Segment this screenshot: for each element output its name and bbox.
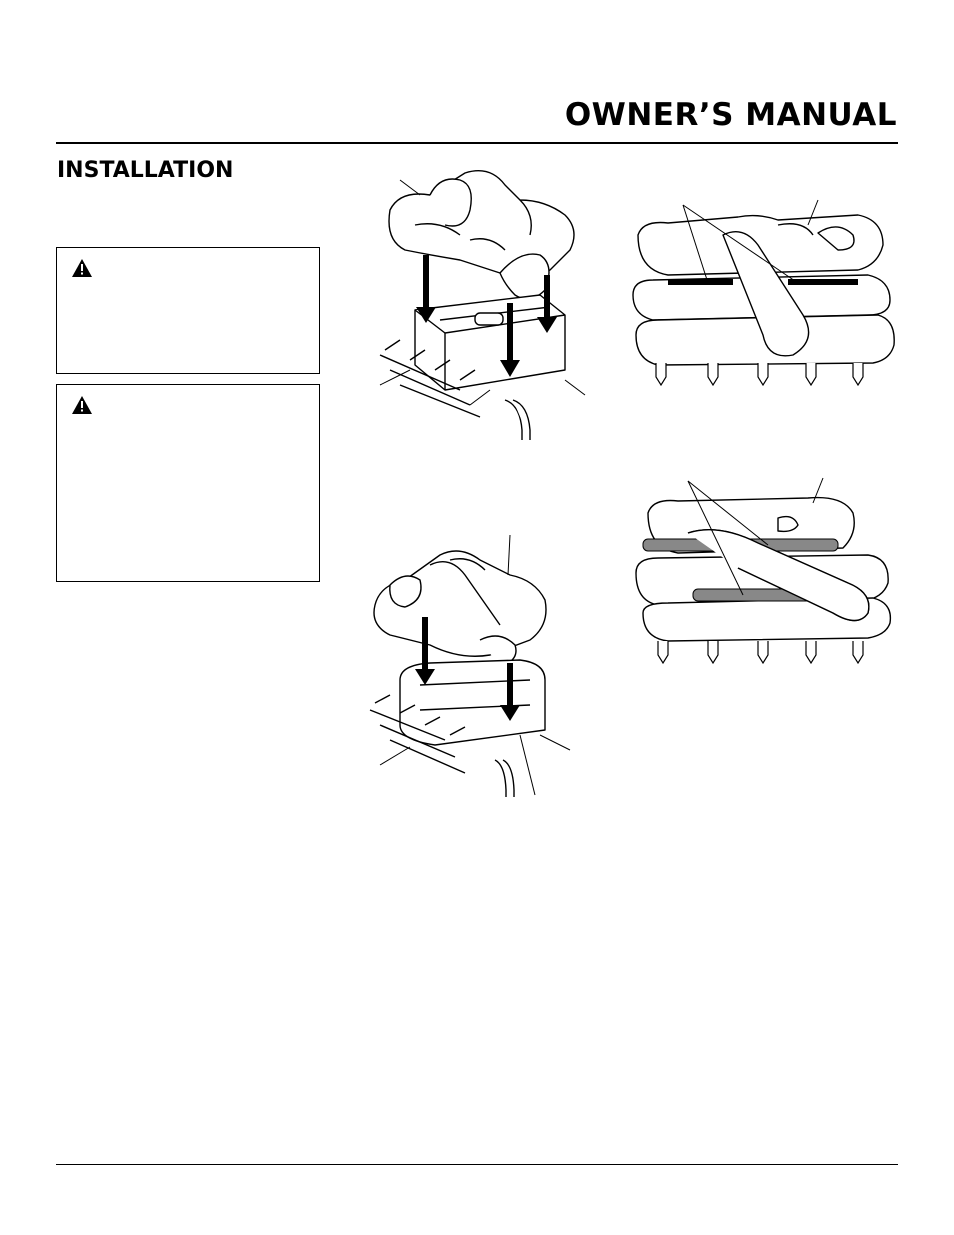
warning-triangle-icon <box>71 395 93 415</box>
log-set-placement-diagram-1 <box>370 155 600 455</box>
footer-rule <box>56 1164 898 1165</box>
warning-triangle-icon <box>71 258 93 278</box>
log-front-view-diagram-1 <box>628 195 898 390</box>
log-front-view-diagram-2 <box>628 473 898 668</box>
section-title: INSTALLATION <box>57 158 234 183</box>
warning-box-1 <box>56 247 320 374</box>
header-rule <box>56 142 898 144</box>
log-set-placement-diagram-2 <box>360 535 590 800</box>
page-header-title: OWNER’S MANUAL <box>564 97 897 133</box>
warning-box-2 <box>56 384 320 582</box>
